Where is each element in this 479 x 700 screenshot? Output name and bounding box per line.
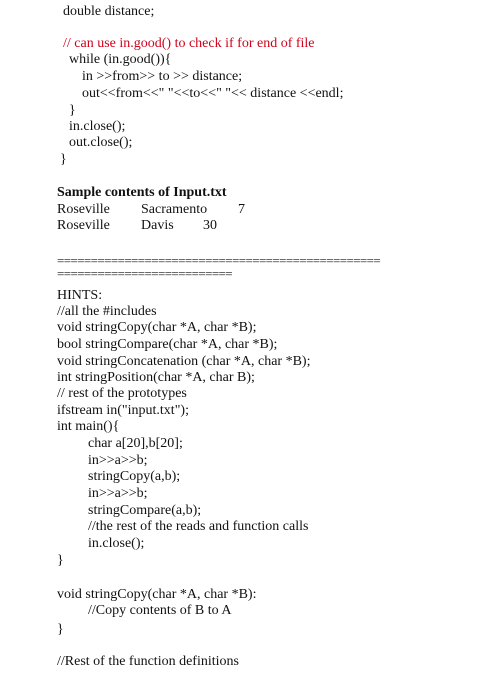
- code-line-end-brace: }: [60, 152, 67, 167]
- code-line-out-close: out.close();: [69, 135, 133, 150]
- hints-line: void stringCopy(char *A, char *B);: [57, 320, 257, 335]
- hints-line: // rest of the prototypes: [57, 386, 187, 401]
- main-body-line: in.close();: [88, 536, 145, 551]
- code-line-in-close: in.close();: [69, 119, 126, 134]
- sample-cell: Sacramento: [141, 202, 208, 217]
- hints-line: ifstream in("input.txt");: [57, 403, 189, 418]
- func-signature: void stringCopy(char *A, char *B):: [57, 587, 257, 602]
- hints-line: int main(){: [57, 419, 120, 434]
- hints-title: HINTS:: [57, 288, 103, 303]
- main-body-line: char a[20],b[20];: [88, 436, 183, 451]
- sample-heading: Sample contents of Input.txt: [57, 185, 227, 200]
- sample-cell: Davis: [141, 218, 174, 233]
- sample-cell: Roseville: [57, 202, 110, 217]
- sample-cell: 7: [238, 202, 245, 217]
- func-comment: //Copy contents of B to A: [88, 603, 232, 618]
- code-line-read: in >>from>> to >> distance;: [82, 69, 243, 84]
- sample-cell: 30: [203, 218, 217, 233]
- code-line-while: while (in.good()){: [69, 52, 172, 67]
- code-line-write: out<<from<<" "<<to<<" "<< distance <<endl;: [82, 86, 344, 101]
- main-body-line: in>>a>>b;: [88, 486, 148, 501]
- main-body-line: stringCopy(a,b);: [88, 469, 181, 484]
- main-body-line: in>>a>>b;: [88, 453, 148, 468]
- hints-line: void stringConcatenation (char *A, char *B);: [57, 354, 311, 369]
- hints-line: //all the #includes: [57, 304, 157, 319]
- divider-short: ==========================: [57, 266, 233, 281]
- rest-comment: //Rest of the function definitions: [57, 654, 239, 669]
- hints-line: bool stringCompare(char *A, char *B);: [57, 337, 278, 352]
- main-close-brace: }: [57, 553, 64, 568]
- func-close-brace: }: [57, 622, 64, 637]
- code-line-declaration: double distance;: [63, 4, 155, 19]
- hints-line: int stringPosition(char *A, char B);: [57, 370, 255, 385]
- code-comment-good-check: // can use in.good() to check if for end of file: [63, 36, 315, 51]
- sample-cell: Roseville: [57, 218, 110, 233]
- main-body-line: //the rest of the reads and function calls: [88, 519, 309, 534]
- main-body-line: stringCompare(a,b);: [88, 503, 202, 518]
- divider-long: ================================================: [57, 253, 381, 268]
- code-line-close-brace: }: [69, 103, 76, 118]
